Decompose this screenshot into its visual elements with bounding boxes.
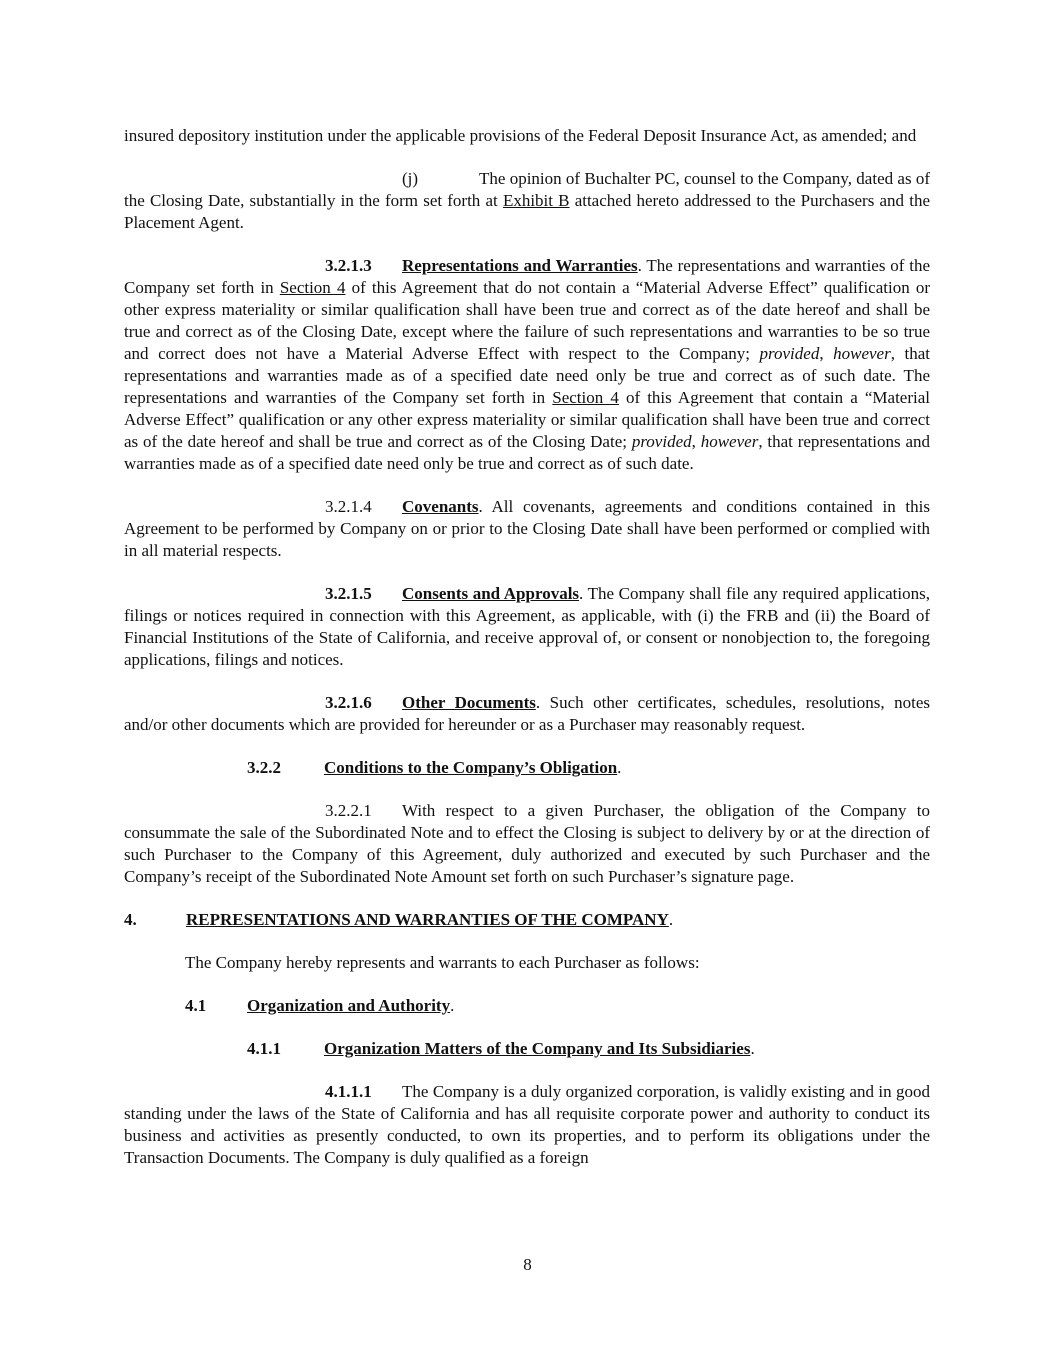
section-title: Conditions to the Company’s Obligation xyxy=(324,758,618,777)
section-number: 4. xyxy=(124,910,137,929)
section-title: REPRESENTATIONS AND WARRANTIES OF THE COMPANY xyxy=(186,910,669,929)
section-number: 3.2.2 xyxy=(247,758,281,777)
section-number: 4.1.1 xyxy=(247,1039,281,1058)
section-number: 3.2.1.3 xyxy=(325,256,372,275)
section-number: 3.2.1.5 xyxy=(325,584,372,603)
section-4-1-1-heading: 4.1.1 Organization Matters of the Company and Its Subsidiaries. xyxy=(247,1039,755,1058)
section-3-2-1-5: 3.2.1.5 Consents and Approvals. The Company shall file any required applications, filings or notices required in connection with this Agreement, as applicable, with (i) the FRB and (ii) the Board of Financial Institutions of the State of California, and receive approval of, or consent or nonobjection to, the foregoing applications, filings and notices. xyxy=(124,584,930,669)
section-title: Representations and Warranties xyxy=(402,256,638,275)
section-number: 3.2.2.1 xyxy=(325,801,372,820)
section-4-1-heading: 4.1 Organization and Authority. xyxy=(185,996,455,1015)
section-4-heading: 4. REPRESENTATIONS AND WARRANTIES OF THE COMPANY. xyxy=(124,910,674,929)
section-3-2-1-3: 3.2.1.3 Representations and Warranties. The representations and warranties of the Company set forth in Section 4 of this Agreement that do not contain a “Material Adverse Effect” qualification or other express materiality or similar qualification shall have been true and correct as of the date hereof and shall be true and correct as of the Closing Date, except where the failure of such representations and warranties to be so true and correct does not have a Material Adverse Effect with respect to the Company; provided, however, that representations and warranties made as of a specified date need only be true and correct as of such date. The representations and warranties of the Company set forth in Section 4 of this Agreement that contain a “Material Adverse Effect” qualification or any other express materiality or similar qualification shall have been true and correct as of the date hereof and shall be true and correct as of the Closing Date; provided, however, that representations and warranties made as of a specified date need only be true and correct as of such date. xyxy=(124,256,931,473)
paragraph-j: (j) The opinion of Buchalter PC, counsel to the Company, dated as of the Closing Date, substantially in the form set forth at Exhibit B attached hereto addressed to the Purchasers and the Placement Agent. xyxy=(124,169,930,232)
section-title: Other Documents xyxy=(402,693,536,712)
section-title: Organization Matters of the Company and Its Subsidiaries xyxy=(324,1039,751,1058)
document-page xyxy=(124,125,930,1169)
section-title: Organization and Authority xyxy=(247,996,451,1015)
section-4-ref: Section 4 xyxy=(552,388,619,407)
section-number: 4.1 xyxy=(185,996,207,1015)
section-number: 4.1.1.1 xyxy=(325,1082,372,1101)
section-4-ref: Section 4 xyxy=(279,278,346,297)
page-number: 8 xyxy=(523,1255,532,1274)
section-title: Covenants xyxy=(402,497,479,516)
section-3-2-2-heading: 3.2.2 Conditions to the Company’s Obligation. xyxy=(247,758,622,777)
section-number: 3.2.1.4 xyxy=(325,497,372,516)
paragraph-j-label: (j) xyxy=(402,169,419,188)
section-3-2-1-6: 3.2.1.6 Other Documents. Such other certificates, schedules, resolutions, notes and/or other documents which are provided for hereunder or as a Purchaser may reasonably request. xyxy=(124,693,930,734)
paragraph-continuation: insured depository institution under the applicable provisions of the Federal Deposit Insurance Act, as amended; and xyxy=(124,126,917,145)
section-3-2-2-1: 3.2.2.1 With respect to a given Purchaser, the obligation of the Company to consummate the sale of the Subordinated Note and to effect the Closing is subject to delivery by or at the direction of such Purchaser to the Company of this Agreement, duly authorized and executed by such Purchaser and the Company’s receipt of the Subordinated Note Amount set forth on such Purchaser’s signature page. xyxy=(124,801,930,886)
section-4-1-1-1: 4.1.1.1 The Company is a duly organized corporation, is validly existing and in good standing under the laws of the State of California and has all requisite corporate power and authority to conduct its business and activities as presently conducted, to own its properties, and to perform its obligations under the Transaction Documents. The Company is duly qualified as a foreign xyxy=(124,1082,930,1167)
section-number: 3.2.1.6 xyxy=(325,693,372,712)
section-title: Consents and Approvals xyxy=(402,584,580,603)
exhibit-b-ref: Exhibit B xyxy=(502,191,570,210)
section-4-intro: The Company hereby represents and warrants to each Purchaser as follows: xyxy=(185,953,700,972)
section-3-2-1-4: 3.2.1.4 Covenants. All covenants, agreements and conditions contained in this Agreement to be performed by Company on or prior to the Closing Date shall have been performed or complied with in all material respects. xyxy=(124,497,930,560)
